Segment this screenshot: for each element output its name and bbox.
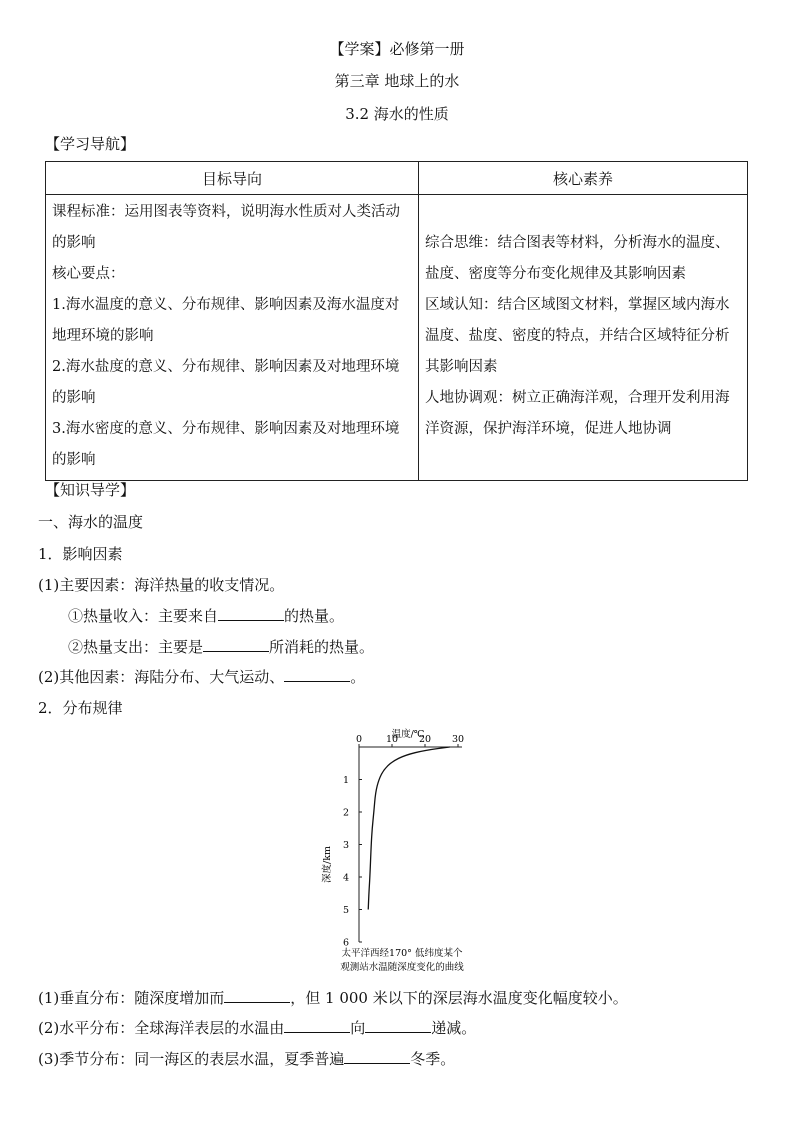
chapter-title: 第三章 地球上的水	[334, 72, 460, 90]
goals-cell	[46, 195, 419, 481]
goal-line: 2.海水盐度的意义、分布规律、影响因素及对地理环境的影响	[52, 359, 400, 406]
x-tick-label: 10	[385, 734, 399, 745]
item-heat-income: ①热量收入：主要来自 的热量。	[68, 607, 345, 625]
item-other-factors: (2)其他因素：海陆分布、大气运动、 。	[38, 668, 366, 686]
fill-blank[interactable]	[284, 1018, 350, 1033]
y-tick-label: 6	[342, 937, 350, 949]
y-tick-label: 3	[342, 840, 350, 851]
goal-line: 核心要点：	[52, 266, 125, 282]
y-axis-label: 深度/km	[322, 846, 333, 883]
fill-blank[interactable]	[344, 1049, 410, 1064]
literacy-cell	[419, 195, 748, 481]
y-tick-label: 1	[342, 775, 350, 786]
fill-blank[interactable]	[284, 667, 350, 682]
x-axis-label: 温度/℃	[391, 729, 425, 740]
col-header-literacy: 核心素养	[419, 162, 748, 195]
fill-blank[interactable]	[365, 1018, 431, 1033]
x-tick-label: 30	[451, 734, 465, 745]
goal-line: 1.海水温度的意义、分布规律、影响因素及海水温度对地理环境的影响	[52, 297, 400, 344]
temperature-depth-chart	[320, 720, 480, 975]
literacy-line: 综合思维：结合图表等材料，分析海水的温度、盐度、密度等分布变化规律及其影响因素	[425, 235, 730, 282]
question-horizontal-distribution: (2)水平分布：全球海洋表层的水温由 向 递减。	[38, 1019, 477, 1037]
x-tick-label: 0	[355, 734, 363, 745]
knowledge-heading: 【知识导学】	[45, 481, 136, 499]
question-seasonal-distribution: (3)季节分布：同一海区的表层水温，夏季普遍 冬季。	[38, 1050, 456, 1068]
goal-line: 3.海水密度的意义、分布规律、影响因素及对地理环境的影响	[52, 421, 400, 468]
fill-blank[interactable]	[224, 988, 290, 1003]
subheading-factors: 1．影响因素	[38, 545, 123, 563]
fill-blank[interactable]	[218, 606, 284, 621]
section-title: 3.2 海水的性质	[345, 105, 449, 123]
goal-line: 课程标准：运用图表等资料，说明海水性质对人类活动的影响	[52, 204, 400, 251]
literacy-line: 人地协调观：树立正确海洋观，合理开发利用海洋资源，保护海洋环境，促进人地协调	[425, 390, 730, 437]
figure-caption-line2: 观测站水温随深度变化的曲线	[340, 962, 464, 973]
temperature-curve	[368, 747, 450, 910]
subheading-distribution: 2．分布规律	[38, 699, 123, 717]
figure-caption-line1: 太平洋西经170° 低纬度某个	[341, 948, 463, 959]
learning-navigation-table	[45, 161, 748, 481]
y-tick-label: 2	[342, 807, 350, 819]
literacy-line: 区域认知：结合区域图文材料，掌握区域内海水温度、盐度、密度的特点，并结合区域特征分析其影响因素	[425, 297, 730, 375]
col-header-goals: 目标导向	[46, 162, 419, 195]
nav-heading: 【学习导航】	[45, 135, 136, 153]
fill-blank[interactable]	[203, 637, 269, 652]
y-tick-label: 5	[342, 905, 350, 916]
item-main-factor: (1)主要因素：海洋热量的收支情况。	[38, 576, 285, 594]
section-heading-temperature: 一、海水的温度	[38, 513, 144, 531]
y-tick-label: 4	[342, 872, 350, 884]
question-vertical-distribution: (1)垂直分布：随深度增加而 ，但 1 000 米以下的深层海水温度变化幅度较小。	[38, 989, 628, 1007]
item-heat-expense: ②热量支出：主要是 所消耗的热量。	[68, 638, 375, 656]
x-tick-label: 20	[418, 734, 432, 745]
doc-header-line1: 【学案】必修第一册	[329, 40, 465, 58]
